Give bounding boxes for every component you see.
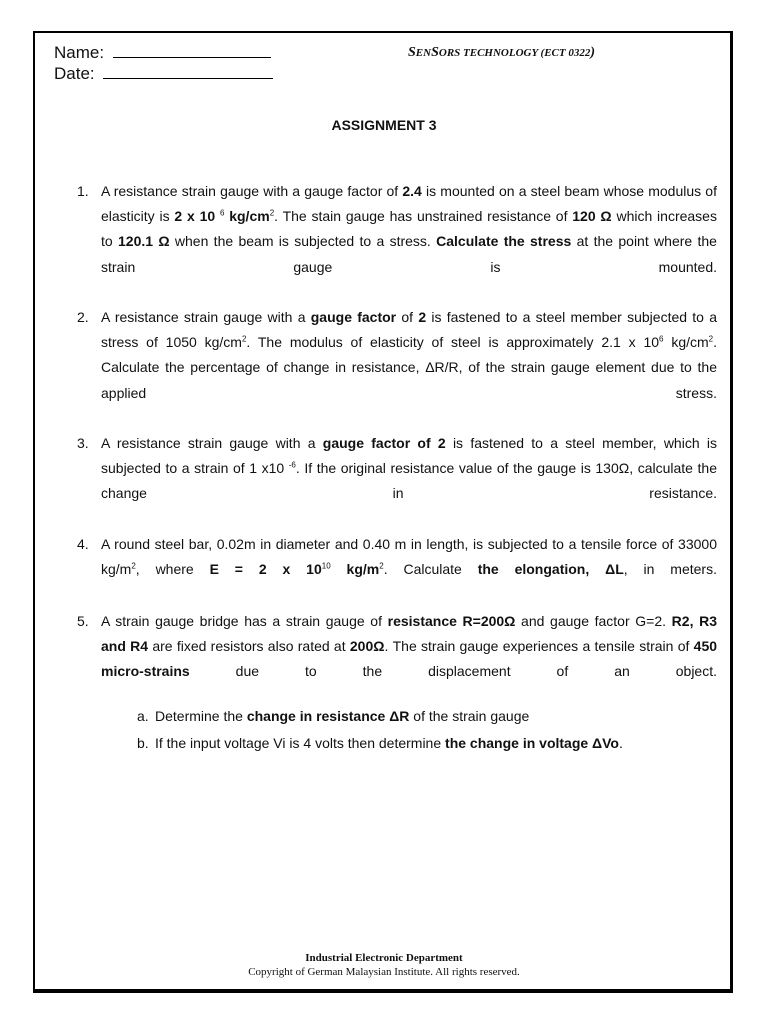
question-text: A strain gauge bridge has a strain gauge of resistance R=200Ω and gauge factor G=2. R2, R3 and R4 are fixed resistors also rated at 200Ω. The strain gauge experiences a tensile strain of 450 micro-strains due to the displacement of an object. (101, 613, 718, 680)
page-border (33, 31, 733, 993)
date-label: Date: (54, 64, 95, 83)
assignment-title: ASSIGNMENT 3 (331, 117, 437, 133)
name-field (54, 42, 273, 63)
date-blank[interactable] (103, 63, 273, 79)
question-4 (77, 532, 717, 582)
question-number: 4. (77, 536, 89, 552)
footer-department: Industrial Electronic Department (305, 952, 463, 964)
question-2 (77, 305, 717, 406)
question-number: 5. (77, 613, 89, 629)
student-fields (54, 42, 273, 84)
subpart-a: a. Determine the change in resistance ΔR of the strain gauge (137, 703, 529, 730)
subpart-label: a. (137, 708, 149, 724)
question-text: A resistance strain gauge with a gauge factor of 2.4 is mounted on a steel beam whose modulus of elasticity is 2 x 10 $^6$ $kg/cm^2$. The stain gauge has unstrained resistance of 120 Ω which increases to 120.1 Ω when the beam is subjected to a stress. Calculate the stress at the point where the strain gauge is mounted. (101, 183, 717, 275)
question-number: 1. (77, 183, 89, 199)
name-blank[interactable] (113, 42, 271, 58)
course-title: SENSORS TECHNOLOGY (ECT 0322) (408, 45, 596, 60)
footer-copyright: Copyright of German Malaysian Institute. All rights reserved. (248, 966, 520, 978)
question-number: 2. (77, 309, 89, 325)
question-text: A round steel bar, 0.02m in diameter and 0.40 m in length, is subjected to a tensile force of 33000 $kg/m^2$, where E = 2 x $10^{10}$ $kg/m^2$. Calculate the elongation, ΔL, in meters. (101, 536, 717, 578)
subpart-label: b. (137, 735, 149, 751)
question-text: A resistance strain gauge with a gauge factor of 2 is fastened to a steel member subjected to a stress of 1050 $kg/cm^2$. The modulus of elasticity of steel is approximately 2.1 x $10^6$ $kg/cm^2$. Calculate the percentage of change in resistance, ΔR/R, of the strain gauge element due to the applied stress. (101, 309, 718, 401)
question-5 (77, 609, 717, 685)
question-text: A resistance strain gauge with a gauge factor of 2 is fastened to a steel member, which is subjected to a strain of 1 x10 $^{-6}$. If the original resistance value of the gauge is 130Ω, calculate the change in resistance. (101, 435, 717, 502)
question-3 (77, 431, 717, 507)
subpart-b: b. If the input voltage Vi is 4 volts then determine the change in voltage ΔVo. (137, 730, 623, 757)
question-number: 3. (77, 435, 89, 451)
name-label: Name: (54, 43, 105, 62)
question-1 (77, 179, 717, 280)
date-field (54, 63, 273, 84)
